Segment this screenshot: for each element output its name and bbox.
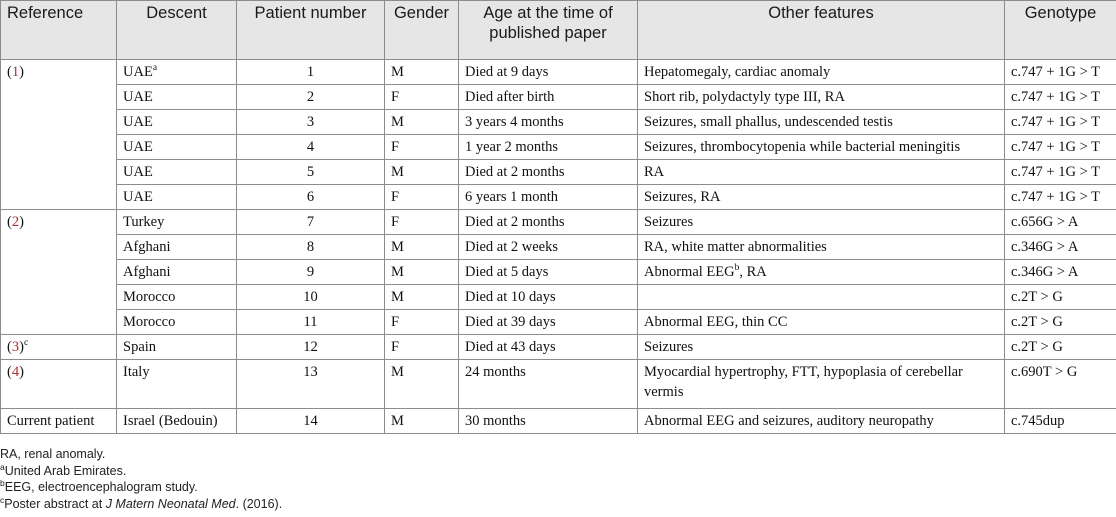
genotype-cell: c.747 + 1G > T [1005,160,1116,185]
genotype-cell: c.656G > A [1005,210,1116,235]
features-cell: Myocardial hypertrophy, FTT, hypoplasia of cerebellar vermis [638,360,1005,409]
descent-cell: UAE$^a$ [117,60,237,85]
table-row [1,360,1116,409]
reference-cell: Current patient [1,409,117,434]
genotype-cell: c.2T > G [1005,285,1116,310]
footnote-b: $^b$EEG, electroencephalogram study. [0,478,198,495]
header-row [1,1,1116,60]
age-cell: 1 year 2 months [459,135,638,160]
genotype-cell: c.346G > A [1005,235,1116,260]
patient-number-cell: 3 [237,110,385,135]
features-cell: Short rib, polydactyly type III, RA [638,85,1005,110]
descent-cell: UAE [117,85,237,110]
descent-cell: Afghani [117,235,237,260]
age-cell: Died at 2 months [459,210,638,235]
age-cell: Died at 10 days [459,285,638,310]
genotype-cell: c.745dup [1005,409,1116,434]
reference-cell: (1) [1,60,117,210]
age-cell: Died at 39 days [459,310,638,335]
patient-number-cell: 12 [237,335,385,360]
descent-cell: Italy [117,360,237,409]
gender-cell: M [385,160,459,185]
gender-cell: M [385,260,459,285]
table-row [1,235,1116,260]
features-cell: Abnormal EEG$^b$, RA [638,260,1005,285]
patient-number-cell: 4 [237,135,385,160]
header-gender: Gender [385,1,459,60]
genotype-cell: c.747 + 1G > T [1005,110,1116,135]
patient-number-cell: 10 [237,285,385,310]
features-cell: Abnormal EEG, thin CC [638,310,1005,335]
patient-number-cell: 8 [237,235,385,260]
table-row [1,60,1116,85]
age-cell: Died at 2 weeks [459,235,638,260]
descent-cell: UAE [117,110,237,135]
table-row [1,185,1116,210]
genotype-cell: c.346G > A [1005,260,1116,285]
descent-cell: Morocco [117,285,237,310]
table-row [1,210,1116,235]
patient-number-cell: 5 [237,160,385,185]
patient-number-cell: 11 [237,310,385,335]
patient-number-cell: 7 [237,210,385,235]
gender-cell: M [385,110,459,135]
table-row [1,135,1116,160]
genotype-cell: c.747 + 1G > T [1005,85,1116,110]
gender-cell: M [385,285,459,310]
journal-title: J Matern Neonatal Med [105,497,236,512]
features-cell: Abnormal EEG and seizures, auditory neuropathy [638,409,1005,434]
features-cell: Seizures, thrombocytopenia while bacterial meningitis [638,135,1005,160]
features-cell: Hepatomegaly, cardiac anomaly [638,60,1005,85]
gender-cell: F [385,335,459,360]
descent-cell: Turkey [117,210,237,235]
age-cell: 30 months [459,409,638,434]
genotype-cell: c.2T > G [1005,335,1116,360]
features-cell: Seizures, RA [638,185,1005,210]
descent-cell: Afghani [117,260,237,285]
features-cell [638,285,1005,310]
age-cell: 3 years 4 months [459,110,638,135]
footnote-marker: a [152,63,158,74]
descent-cell: Israel (Bedouin) [117,409,237,434]
features-cell: Seizures [638,210,1005,235]
footnote-a: $^a$United Arab Emirates. [0,461,127,478]
footnote-abbreviation: RA, renal anomaly. [0,447,106,461]
gender-cell: M [385,360,459,409]
patient-number-cell: 13 [237,360,385,409]
reference-cell: $(3)^c$ [1,335,117,360]
genotype-cell: c.2T > G [1005,310,1116,335]
descent-cell: UAE [117,160,237,185]
gender-cell: F [385,310,459,335]
age-cell: Died at 2 months [459,160,638,185]
table-row [1,409,1116,434]
header-reference: Reference [1,1,117,60]
descent-cell: UAE [117,185,237,210]
table-footnotes [0,446,282,513]
footnote-marker: c [23,338,29,349]
header-patient-number: Patient number [237,1,385,60]
gender-cell: F [385,85,459,110]
descent-cell: UAE [117,135,237,160]
table-row [1,335,1116,360]
gender-cell: M [385,409,459,434]
gender-cell: M [385,235,459,260]
descent-cell: Morocco [117,310,237,335]
age-cell: Died at 9 days [459,60,638,85]
gender-cell: M [385,60,459,85]
table-row [1,310,1116,335]
features-cell: RA, white matter abnormalities [638,235,1005,260]
reference-cell: (2) [1,210,117,335]
patient-number-cell: 1 [237,60,385,85]
features-cell: Seizures [638,335,1005,360]
footnote-marker: b [734,263,740,274]
age-cell: 24 months [459,360,638,409]
patient-number-cell: 14 [237,409,385,434]
gender-cell: F [385,185,459,210]
footnote-c: $^c$Poster abstract at J Matern Neonatal Med. (2016). [0,494,283,512]
patient-number-cell: 2 [237,85,385,110]
reference-cell: (4) [1,360,117,409]
age-cell: 6 years 1 month [459,185,638,210]
features-cell: Seizures, small phallus, undescended testis [638,110,1005,135]
genotype-cell: c.747 + 1G > T [1005,185,1116,210]
gender-cell: F [385,210,459,235]
genotype-cell: c.690T > G [1005,360,1116,409]
age-cell: Died after birth [459,85,638,110]
table-row [1,260,1116,285]
age-cell: Died at 5 days [459,260,638,285]
table-row [1,110,1116,135]
reference-link[interactable]: 4 [11,364,20,380]
header-other-features: Other features [638,1,1005,60]
reference-link[interactable]: 3 [11,339,20,355]
descent-cell: Spain [117,335,237,360]
header-descent: Descent [117,1,237,60]
features-cell: RA [638,160,1005,185]
reference-link[interactable]: 2 [11,214,20,230]
genotype-cell: c.747 + 1G > T [1005,60,1116,85]
reference-link[interactable]: 1 [11,64,20,80]
patient-number-cell: 9 [237,260,385,285]
header-age: Age at the time of published paper [459,1,638,60]
patient-number-cell: 6 [237,185,385,210]
table-row [1,160,1116,185]
age-cell: Died at 43 days [459,335,638,360]
table-row [1,285,1116,310]
header-genotype: Genotype [1005,1,1116,60]
gender-cell: F [385,135,459,160]
genotype-cell: c.747 + 1G > T [1005,135,1116,160]
table-row [1,85,1116,110]
